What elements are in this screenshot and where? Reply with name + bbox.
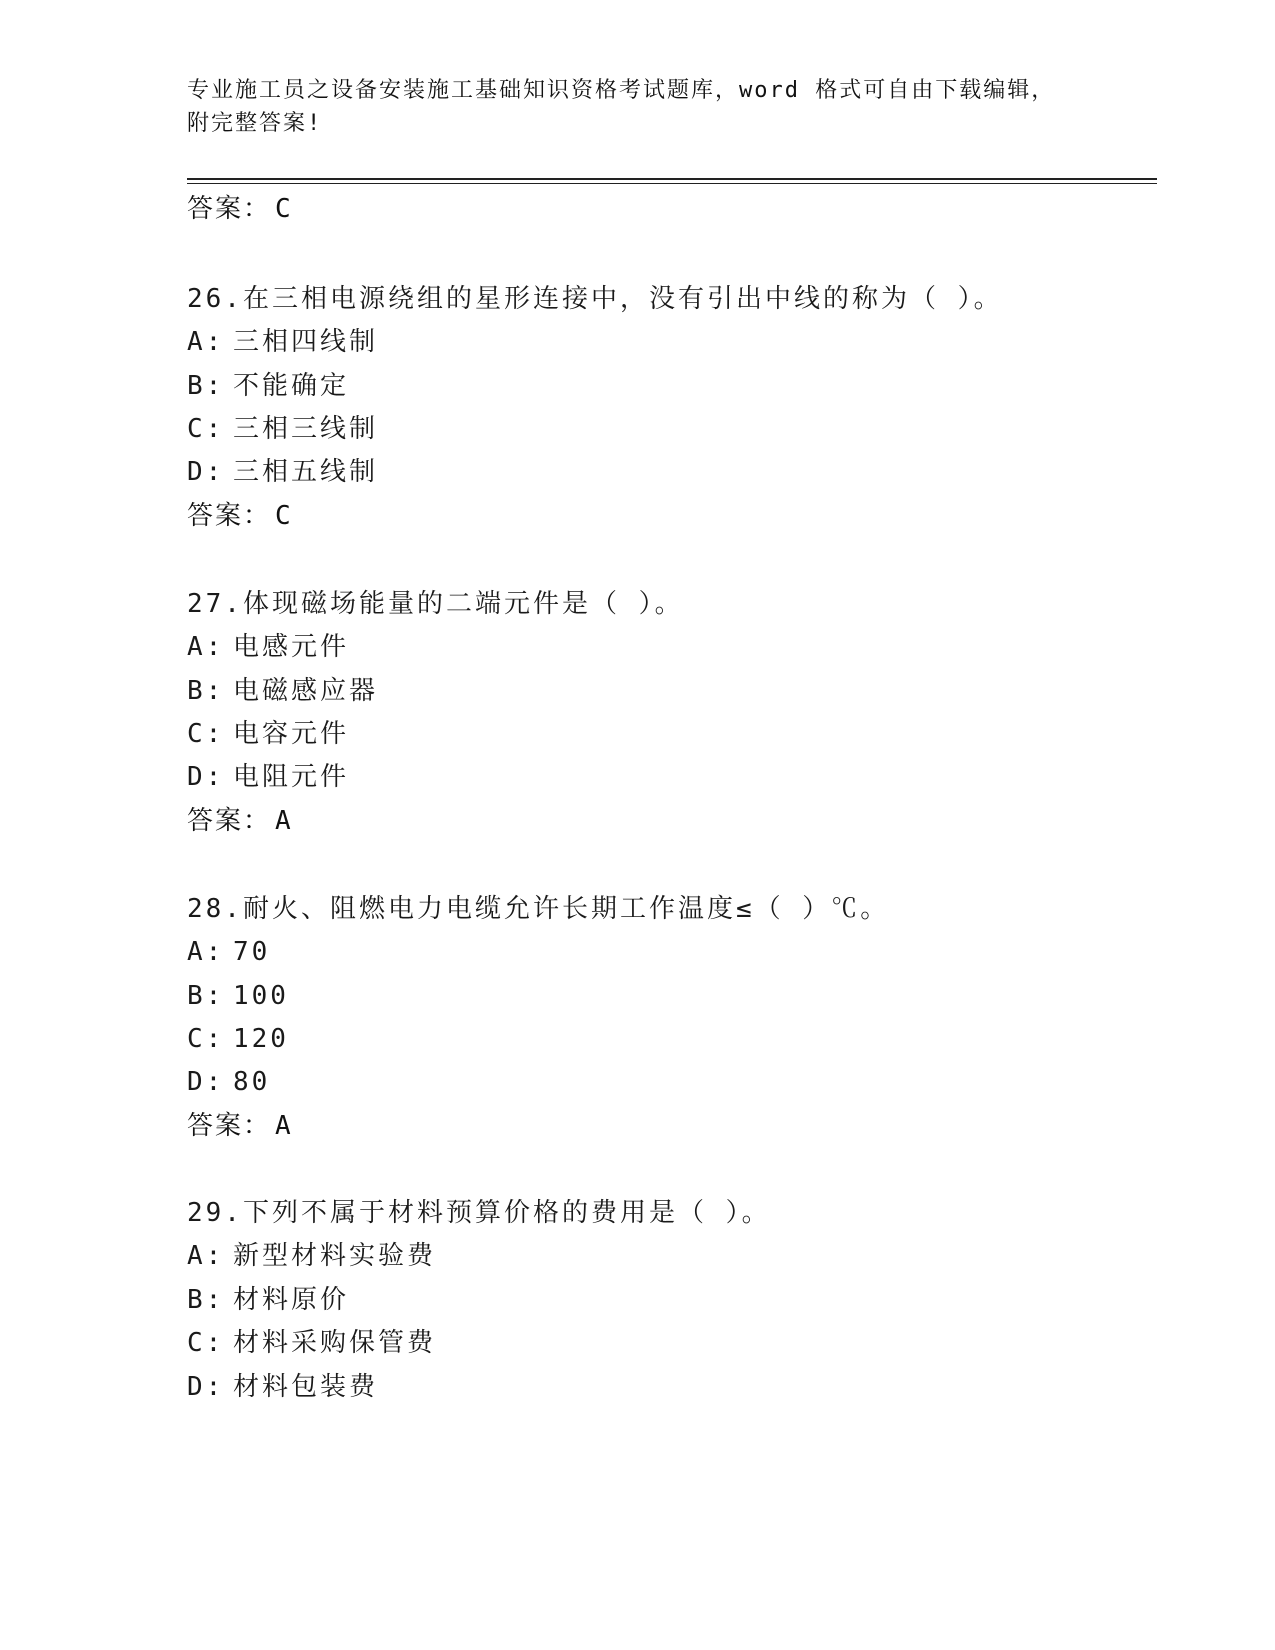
option-key: D: (187, 762, 225, 792)
question-27-option-a (187, 631, 349, 663)
option-key: A: (187, 327, 225, 357)
option-key: C: (187, 1024, 225, 1054)
option-text: 不能确定 (233, 371, 350, 401)
question-26-option-a (187, 326, 378, 358)
option-text: 120 (233, 1024, 289, 1054)
question-29-option-b (187, 1284, 349, 1316)
option-key: D: (187, 1067, 225, 1097)
answer-value: A (275, 1111, 293, 1141)
option-text: 三相四线制 (233, 327, 379, 357)
option-key: A: (187, 632, 225, 662)
question-26-option-d (187, 456, 378, 488)
option-text: 80 (233, 1067, 271, 1097)
answer-label: 答案： (187, 501, 272, 531)
question-28-stem: 28.耐火、阻燃电力电缆允许长期工作温度≤（ ）℃。 (187, 894, 890, 924)
header-divider-thin (187, 183, 1157, 184)
header-divider-thick (187, 178, 1157, 180)
question-26-answer (187, 500, 293, 532)
option-key: C: (187, 719, 225, 749)
header-line-2: 附完整答案! (187, 111, 323, 136)
option-key: B: (187, 981, 225, 1011)
question-27-option-d (187, 761, 349, 793)
question-29-stem: 29.下列不属于材料预算价格的费用是（ ）。 (187, 1198, 771, 1228)
option-key: D: (187, 457, 225, 487)
question-28-answer (187, 1110, 293, 1142)
question-27-option-c (187, 718, 349, 750)
option-text: 材料包装费 (233, 1372, 379, 1402)
answer-value: C (275, 194, 293, 224)
option-key: D: (187, 1372, 225, 1402)
option-text: 100 (233, 981, 289, 1011)
question-28-option-c (187, 1023, 289, 1055)
question-27-answer (187, 805, 293, 837)
question-29-option-a (187, 1240, 436, 1272)
option-key: B: (187, 371, 225, 401)
document-header (187, 74, 1087, 140)
option-key: B: (187, 1285, 225, 1315)
answer-value: C (275, 501, 293, 531)
option-text: 70 (233, 937, 271, 967)
answer-label: 答案： (187, 194, 272, 224)
option-text: 材料原价 (233, 1285, 350, 1315)
option-text: 电容元件 (233, 719, 350, 749)
option-text: 新型材料实验费 (233, 1241, 437, 1271)
question-26-stem: 26.在三相电源绕组的星形连接中，没有引出中线的称为（ ）。 (187, 284, 1003, 314)
option-key: A: (187, 1241, 225, 1271)
option-text: 电阻元件 (233, 762, 350, 792)
option-key: B: (187, 676, 225, 706)
option-text: 材料采购保管费 (233, 1328, 437, 1358)
question-28-option-a (187, 936, 270, 968)
question-27-option-b (187, 675, 378, 707)
question-26-option-c (187, 413, 378, 445)
option-text: 三相五线制 (233, 457, 379, 487)
question-29-option-c (187, 1327, 436, 1359)
prev-answer (187, 193, 293, 225)
question-26-option-b (187, 370, 349, 402)
option-key: C: (187, 414, 225, 444)
question-28-option-b (187, 980, 289, 1012)
answer-value: A (275, 806, 293, 836)
question-29-option-d (187, 1371, 378, 1403)
answer-label: 答案： (187, 806, 272, 836)
answer-label: 答案： (187, 1111, 272, 1141)
option-text: 电感元件 (233, 632, 350, 662)
header-line-1: 专业施工员之设备安装施工基础知识资格考试题库，word 格式可自由下载编辑， (187, 78, 1056, 103)
question-28-option-d (187, 1066, 270, 1098)
option-key: A: (187, 937, 225, 967)
option-key: C: (187, 1328, 225, 1358)
option-text: 电磁感应器 (233, 676, 379, 706)
option-text: 三相三线制 (233, 414, 379, 444)
question-27-stem: 27.体现磁场能量的二端元件是（ ）。 (187, 589, 684, 619)
